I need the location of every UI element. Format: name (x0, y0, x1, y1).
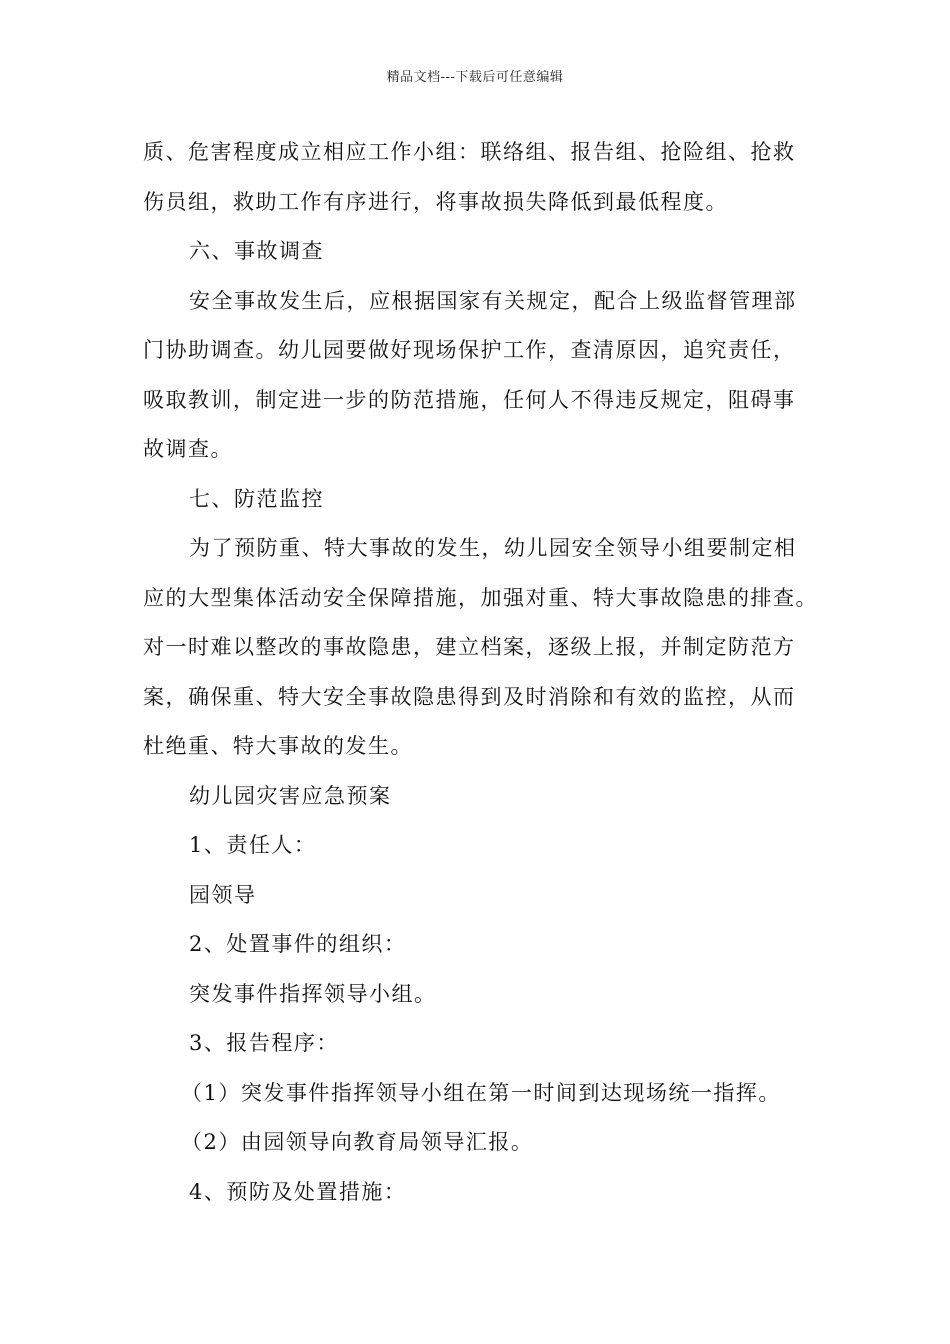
list-item-heading: 1、责任人： (189, 833, 317, 857)
paragraph-line: 故调查。 (143, 437, 233, 461)
paragraph-line: 案，确保重、特大安全事故隐患得到及时消除和有效的监控，从而 (143, 684, 796, 709)
page-header: 精品文档---下载后可任意编辑 (386, 70, 564, 85)
section-heading: 七、防范监控 (189, 486, 324, 511)
list-subitem: （1）突发事件指挥领导小组在第一时间到达现场统一指挥。 (181, 1080, 781, 1105)
paragraph-line: 伤员组，救助工作有序进行，将事故损失降低到最低程度。 (143, 189, 728, 214)
paragraph-line: 门协助调查。幼儿园要做好现场保护工作，查清原因，追究责任， (143, 338, 796, 362)
list-item-heading: 2、处置事件的组织： (189, 932, 407, 956)
paragraph-line: 应的大型集体活动安全保障措施，加强对重、特大事故隐患的排查。 (143, 585, 818, 610)
list-item-text: 园领导 (189, 882, 257, 907)
paragraph-line: 质、危害程度成立相应工作小组：联络组、报告组、抢险组、抢救 (143, 140, 796, 164)
list-item-heading: 4、预防及处置措施： (189, 1179, 407, 1204)
paragraph-line: 为了预防重、特大事故的发生，幼儿园安全领导小组要制定相 (189, 536, 797, 560)
paragraph-line: 安全事故发生后，应根据国家有关规定，配合上级监督管理部 (189, 288, 797, 313)
section-heading: 六、事故调查 (189, 239, 324, 263)
paragraph-line: 对一时难以整改的事故隐患，建立档案，逐级上报，并制定防范方 (143, 635, 796, 659)
document-title: 幼儿园灾害应急预案 (189, 783, 392, 808)
list-item-heading: 3、报告程序： (189, 1031, 339, 1055)
list-item-text: 突发事件指挥领导小组。 (189, 981, 437, 1006)
paragraph-line: 杜绝重、特大事故的发生。 (143, 734, 413, 758)
list-subitem: （2）由园领导向教育局领导汇报。 (181, 1130, 534, 1154)
paragraph-line: 吸取教训，制定进一步的防范措施，任何人不得违反规定，阻碍事 (143, 387, 796, 412)
document-body (143, 128, 818, 1217)
